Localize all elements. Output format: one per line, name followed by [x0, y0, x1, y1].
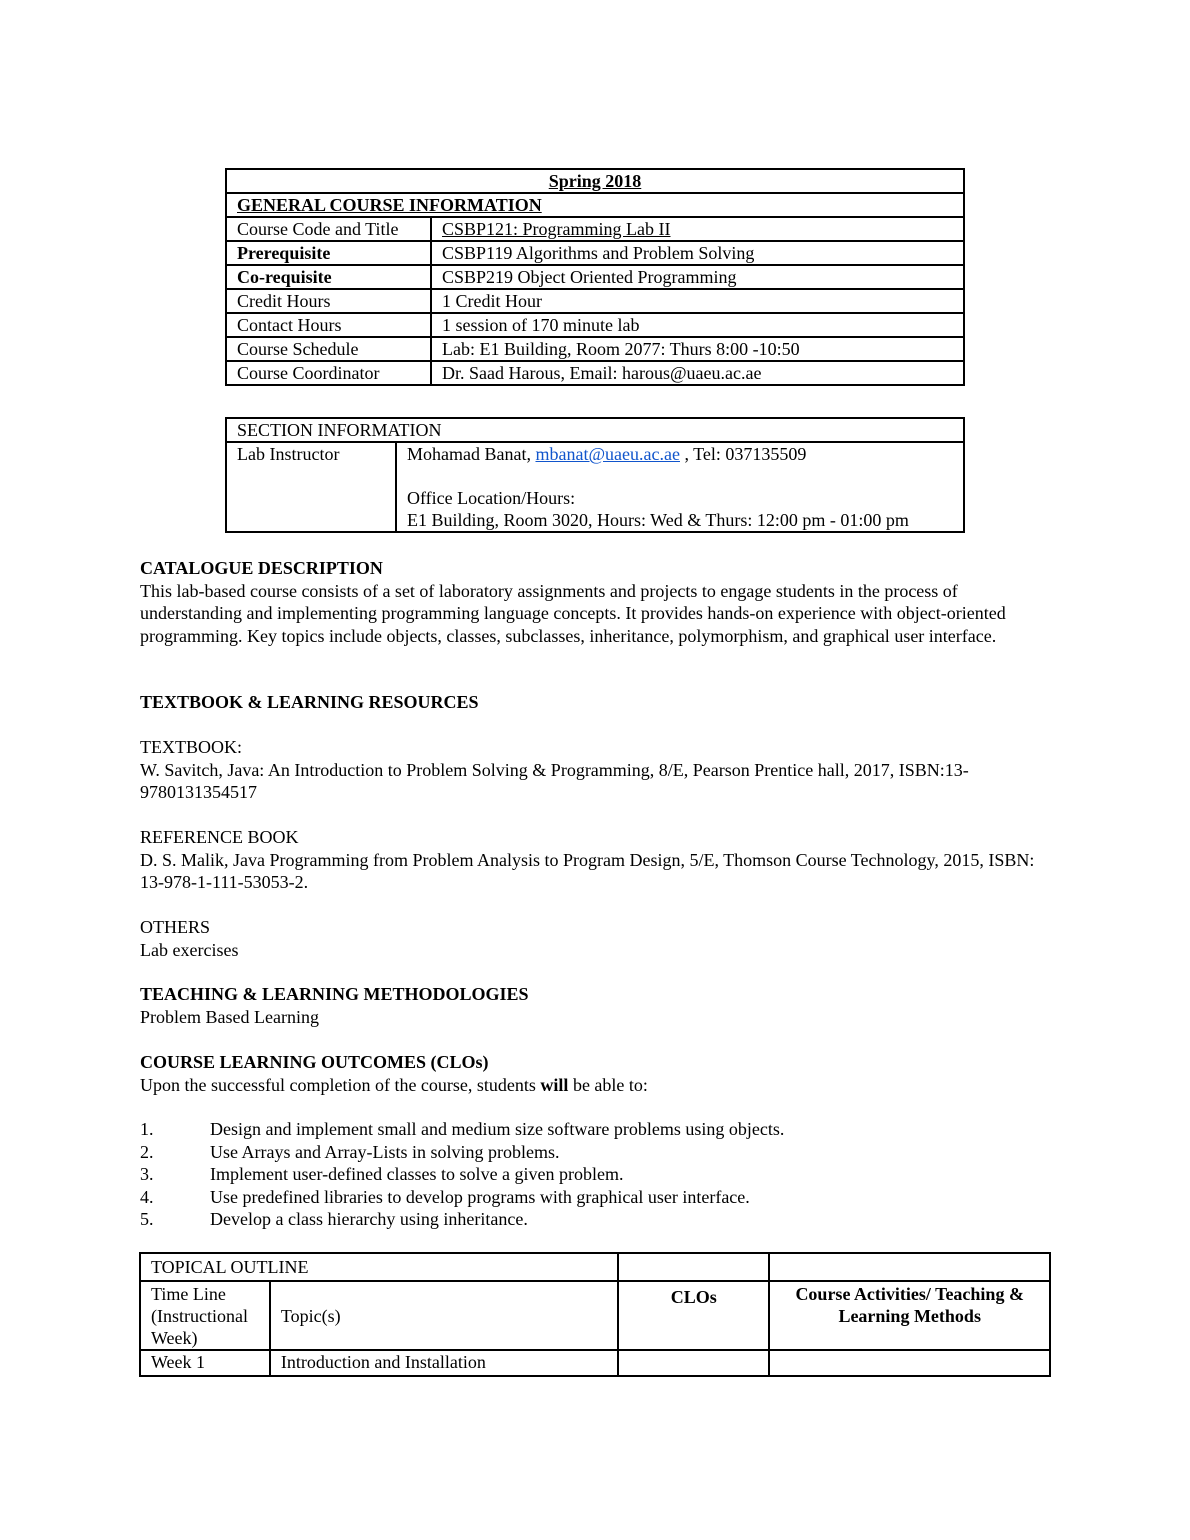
catalogue-text: This lab-based course consists of a set of laboratory assignments and projects to engage students in the process of understanding and implementing programming language concepts. It provides hands-on experience with object-oriented programming. Key topics include objects, classes, subclasses, inheritance, polymorphism, and graphical user interface.: [140, 580, 1006, 646]
activities-header: Course Activities/ Teaching & Learning Methods: [769, 1281, 1050, 1350]
office-value: E1 Building, Room 3020, Hours: Wed & Thurs: 12:00 pm - 01:00 pm: [407, 510, 909, 530]
general-course-info-table: [225, 168, 965, 386]
topical-outline-table: [139, 1252, 1051, 1377]
empty-cell: [769, 1253, 1050, 1281]
reference-label: REFERENCE BOOK: [140, 827, 299, 847]
table-row: [226, 337, 964, 361]
clo-text: Use Arrays and Array-Lists in solving problems.: [210, 1141, 560, 1162]
general-info-heading: GENERAL COURSE INFORMATION: [226, 193, 964, 217]
table-row: [226, 442, 964, 532]
lab-instructor-label: Lab Instructor: [226, 442, 396, 532]
clo-text: Use predefined libraries to develop programs with graphical user interface.: [210, 1186, 750, 1207]
term-title: Spring 2018: [226, 169, 964, 193]
clo-text: Develop a class hierarchy using inheritance.: [210, 1209, 528, 1229]
list-item: [140, 1163, 1050, 1186]
course-schedule-value: Lab: E1 Building, Room 2077: Thurs 8:00 -10:50: [431, 337, 964, 361]
clo-number: 2.: [140, 1141, 154, 1162]
clo-number: 1.: [140, 1119, 154, 1139]
contact-hours-label: Contact Hours: [226, 313, 431, 337]
catalogue-heading: CATALOGUE DESCRIPTION: [140, 558, 383, 578]
topic-cell: Introduction and Installation: [270, 1350, 618, 1376]
list-item: [140, 1118, 1050, 1141]
table-row: [226, 313, 964, 337]
credit-hours-value: 1 Credit Hour: [431, 289, 964, 313]
section-info-heading: SECTION INFORMATION: [226, 418, 964, 442]
clos-cell: [618, 1350, 769, 1376]
list-item: [140, 1186, 1050, 1209]
corequisite-value: CSBP219 Object Oriented Programming: [431, 265, 964, 289]
table-header-row: [140, 1281, 1050, 1350]
others-label: OTHERS: [140, 917, 211, 937]
clo-text: Design and implement small and medium size software problems using objects.: [210, 1119, 785, 1139]
clo-text: Implement user-defined classes to solve a given problem.: [210, 1164, 624, 1184]
clos-intro-after: be able to:: [568, 1074, 648, 1095]
clos-intro-bold: will: [540, 1074, 569, 1095]
section-info-table: [225, 417, 965, 533]
course-code-label: Course Code and Title: [226, 217, 431, 241]
methods-text: Problem Based Learning: [140, 1006, 319, 1027]
instructor-tel: , Tel: 037135509: [679, 444, 807, 464]
prerequisite-value: CSBP119 Algorithms and Problem Solving: [431, 241, 964, 265]
resources-heading: TEXTBOOK & LEARNING RESOURCES: [140, 692, 479, 712]
clos-intro-before: Upon the successful completion of the course, students: [140, 1074, 541, 1095]
methods-section: [140, 983, 1050, 1028]
timeline-header: Time Line (Instructional Week): [140, 1281, 270, 1350]
table-row: [140, 1350, 1050, 1376]
clo-list: [140, 1118, 1050, 1231]
list-item: [140, 1141, 1050, 1164]
textbook-label: TEXTBOOK:: [140, 737, 242, 757]
clos-header: CLOs: [618, 1281, 769, 1350]
table-row: [226, 361, 964, 385]
prerequisite-label: Prerequisite: [226, 241, 431, 265]
course-coordinator-label: Course Coordinator: [226, 361, 431, 385]
resources-section: [140, 691, 1050, 961]
methods-heading: TEACHING & LEARNING METHODOLOGIES: [140, 984, 529, 1004]
clo-number: 5.: [140, 1209, 154, 1229]
others-text: Lab exercises: [140, 939, 239, 960]
lab-instructor-cell: [396, 442, 964, 532]
topical-outline-heading: TOPICAL OUTLINE: [140, 1253, 618, 1281]
clo-number: 4.: [140, 1186, 154, 1207]
reference-text: D. S. Malik, Java Programming from Problem Analysis to Program Design, 5/E, Thomson Course Technology, 2015, ISBN: 13-978-1-111-53053-2.: [140, 849, 1035, 892]
course-code-value: CSBP121: Programming Lab II: [431, 217, 964, 241]
textbook-text: W. Savitch, Java: An Introduction to Problem Solving & Programming, 8/E, Pearson Prentice hall, 2017, ISBN:13-9780131354517: [140, 759, 969, 802]
clos-section: [140, 1051, 1050, 1096]
course-coordinator-value: Dr. Saad Harous, Email: harous@uaeu.ac.ae: [431, 361, 964, 385]
catalogue-section: [140, 557, 1050, 647]
week-cell: Week 1: [140, 1350, 270, 1376]
office-label: Office Location/Hours:: [407, 488, 576, 508]
topic-header: Topic(s): [270, 1281, 618, 1350]
corequisite-label: Co-requisite: [226, 265, 431, 289]
instructor-name: Mohamad Banat,: [407, 444, 536, 464]
clos-heading: COURSE LEARNING OUTCOMES (CLOs): [140, 1052, 489, 1072]
clos-intro: [140, 1074, 1050, 1097]
contact-hours-value: 1 session of 170 minute lab: [431, 313, 964, 337]
table-row: [226, 265, 964, 289]
empty-cell: [618, 1253, 769, 1281]
clo-number: 3.: [140, 1164, 154, 1184]
instructor-email-link[interactable]: mbanat@uaeu.ac.ae: [535, 444, 680, 464]
table-row: [226, 289, 964, 313]
table-row: [226, 217, 964, 241]
table-row: [226, 241, 964, 265]
credit-hours-label: Credit Hours: [226, 289, 431, 313]
course-schedule-label: Course Schedule: [226, 337, 431, 361]
list-item: [140, 1208, 1050, 1231]
activities-cell: [769, 1350, 1050, 1376]
